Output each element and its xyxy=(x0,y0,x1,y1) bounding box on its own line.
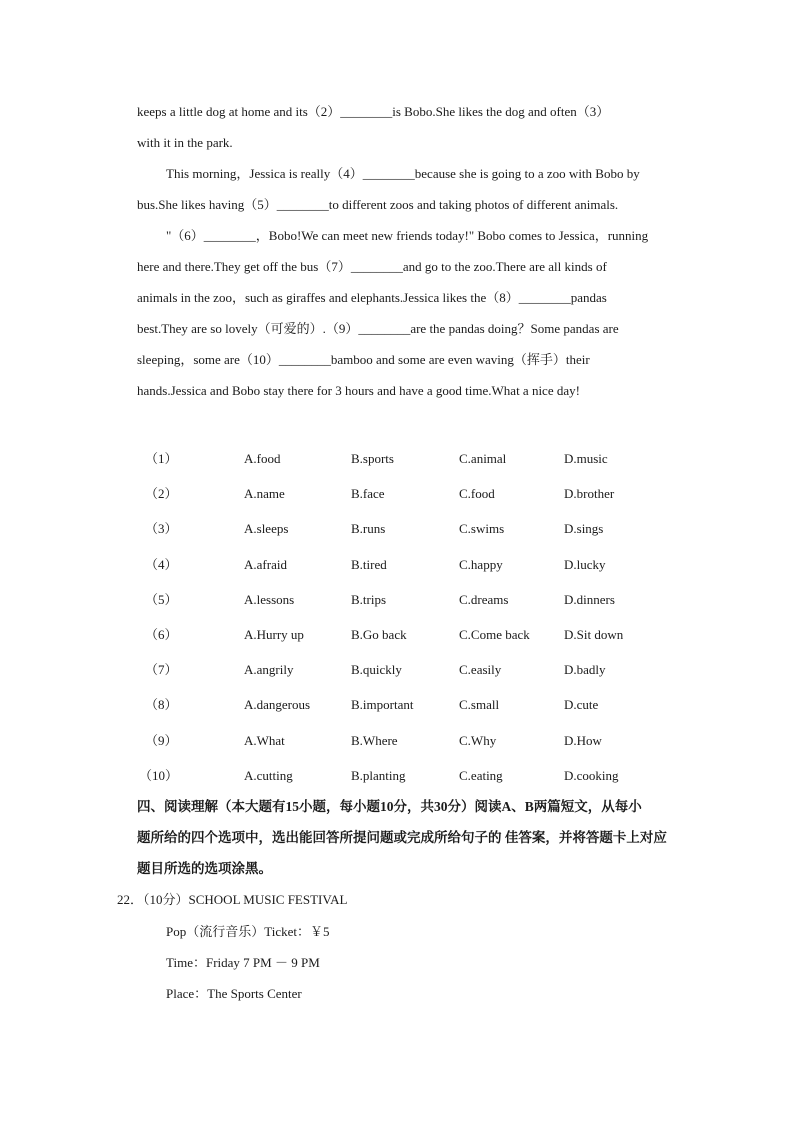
option-a: A.Hurry up xyxy=(244,626,304,642)
option-d: D.brother xyxy=(564,486,615,502)
section-heading-line: 题目所选的选项涂黑。 xyxy=(137,861,272,876)
option-a: A.lessons xyxy=(244,591,295,607)
option-d: D.dinners xyxy=(564,591,615,607)
option-row xyxy=(137,758,697,793)
option-d: D.badly xyxy=(564,662,606,678)
time-info: Time：Friday 7 PM － 9 PM xyxy=(166,955,320,970)
option-d: D.cute xyxy=(564,697,599,713)
option-c: C.dreams xyxy=(459,591,509,607)
option-row xyxy=(137,723,697,758)
passage-line: here and there.They get off the bus（7）________and go to the zoo.There are all kinds of xyxy=(137,259,607,274)
passage-line: best.They are so lovely（可爱的）.（9）________are the pandas doing？Some pandas are xyxy=(137,321,619,336)
question-number: （10） xyxy=(139,767,179,783)
passage-line: keeps a little dog at home and its（2）________is Bobo.She likes the dog and often（3） xyxy=(137,104,610,119)
option-d: D.Sit down xyxy=(564,626,624,642)
option-c: C.eating xyxy=(459,767,503,783)
passage-line: animals in the zoo，such as giraffes and elephants.Jessica likes the（8）________pandas xyxy=(137,290,607,305)
option-row xyxy=(137,582,697,617)
option-b: B.sports xyxy=(351,451,394,466)
question-number: （3） xyxy=(145,521,178,537)
option-a: A.afraid xyxy=(244,556,287,572)
section-heading xyxy=(137,791,677,884)
section-heading-line: 题所给的四个选项中，选出能回答所提问题或完成所给句子的 佳答案，并将答题卡上对应 xyxy=(137,830,667,845)
passage-line: sleeping，some are（10）________bamboo and some are even waving（挥手）their xyxy=(137,352,590,367)
option-b: B.tired xyxy=(351,556,387,572)
option-a: A.angrily xyxy=(244,662,294,678)
option-a: A.sleeps xyxy=(244,521,289,537)
option-c: C.food xyxy=(459,486,495,502)
option-b: B.quickly xyxy=(351,662,402,678)
option-b: B.planting xyxy=(351,767,406,783)
option-d: D.cooking xyxy=(564,767,619,783)
section-heading-line: 四、阅读理解（本大题有15小题，每小题10分，共30分）阅读A、B两篇短文，从每小 xyxy=(137,799,642,814)
question-number: （8） xyxy=(145,697,178,713)
option-b: B.face xyxy=(351,486,385,502)
option-c: C.animal xyxy=(459,451,507,466)
option-b: B.runs xyxy=(351,521,386,537)
option-row xyxy=(137,441,697,476)
option-d: D.How xyxy=(564,732,602,748)
option-row xyxy=(137,547,697,582)
option-a: A.What xyxy=(244,732,285,748)
passage xyxy=(137,96,675,406)
option-c: C.easily xyxy=(459,662,502,678)
option-b: B.important xyxy=(351,697,414,713)
question-number: （4） xyxy=(145,556,178,572)
question-number: （7） xyxy=(145,662,178,678)
question-22-title: 22．（10分）SCHOOL MUSIC FESTIVAL xyxy=(117,892,348,907)
option-row xyxy=(137,617,697,652)
option-b: B.trips xyxy=(351,591,387,607)
question-number: （1） xyxy=(145,451,178,466)
option-row xyxy=(137,687,697,722)
question-number: （2） xyxy=(145,486,178,502)
option-a: A.food xyxy=(244,451,281,466)
answer-options-table xyxy=(137,441,697,793)
ticket-info: Pop（流行音乐）Ticket：￥5 xyxy=(166,924,330,939)
option-row xyxy=(137,652,697,687)
option-b: B.Go back xyxy=(351,626,407,642)
option-a: A.dangerous xyxy=(244,697,311,713)
option-row xyxy=(137,476,697,511)
option-c: C.Come back xyxy=(459,626,530,642)
option-d: D.sings xyxy=(564,521,604,537)
option-d: D.lucky xyxy=(564,556,606,572)
option-b: B.Where xyxy=(351,732,398,748)
option-d: D.music xyxy=(564,451,608,466)
passage-line: with it in the park. xyxy=(137,135,233,150)
option-a: A.cutting xyxy=(244,767,293,783)
question-number: （6） xyxy=(145,626,178,642)
place-info: Place：The Sports Center xyxy=(166,986,302,1001)
passage-line: hands.Jessica and Bobo stay there for 3 hours and have a good time.What a nice day! xyxy=(137,383,580,398)
passage-line: "（6）________，Bobo!We can meet new friends today!" Bobo comes to Jessica，running xyxy=(166,228,649,243)
option-a: A.name xyxy=(244,486,285,502)
option-c: C.happy xyxy=(459,556,503,572)
option-c: C.swims xyxy=(459,521,505,537)
option-row xyxy=(137,511,697,546)
question-number: （9） xyxy=(145,732,178,748)
passage-line: This morning，Jessica is really（4）________because she is going to a zoo with Bobo by xyxy=(166,166,640,181)
option-c: C.small xyxy=(459,697,500,713)
question-number: （5） xyxy=(145,591,178,607)
option-c: C.Why xyxy=(459,732,497,748)
passage-line: bus.She likes having（5）________to different zoos and taking photos of different animals. xyxy=(137,197,619,212)
